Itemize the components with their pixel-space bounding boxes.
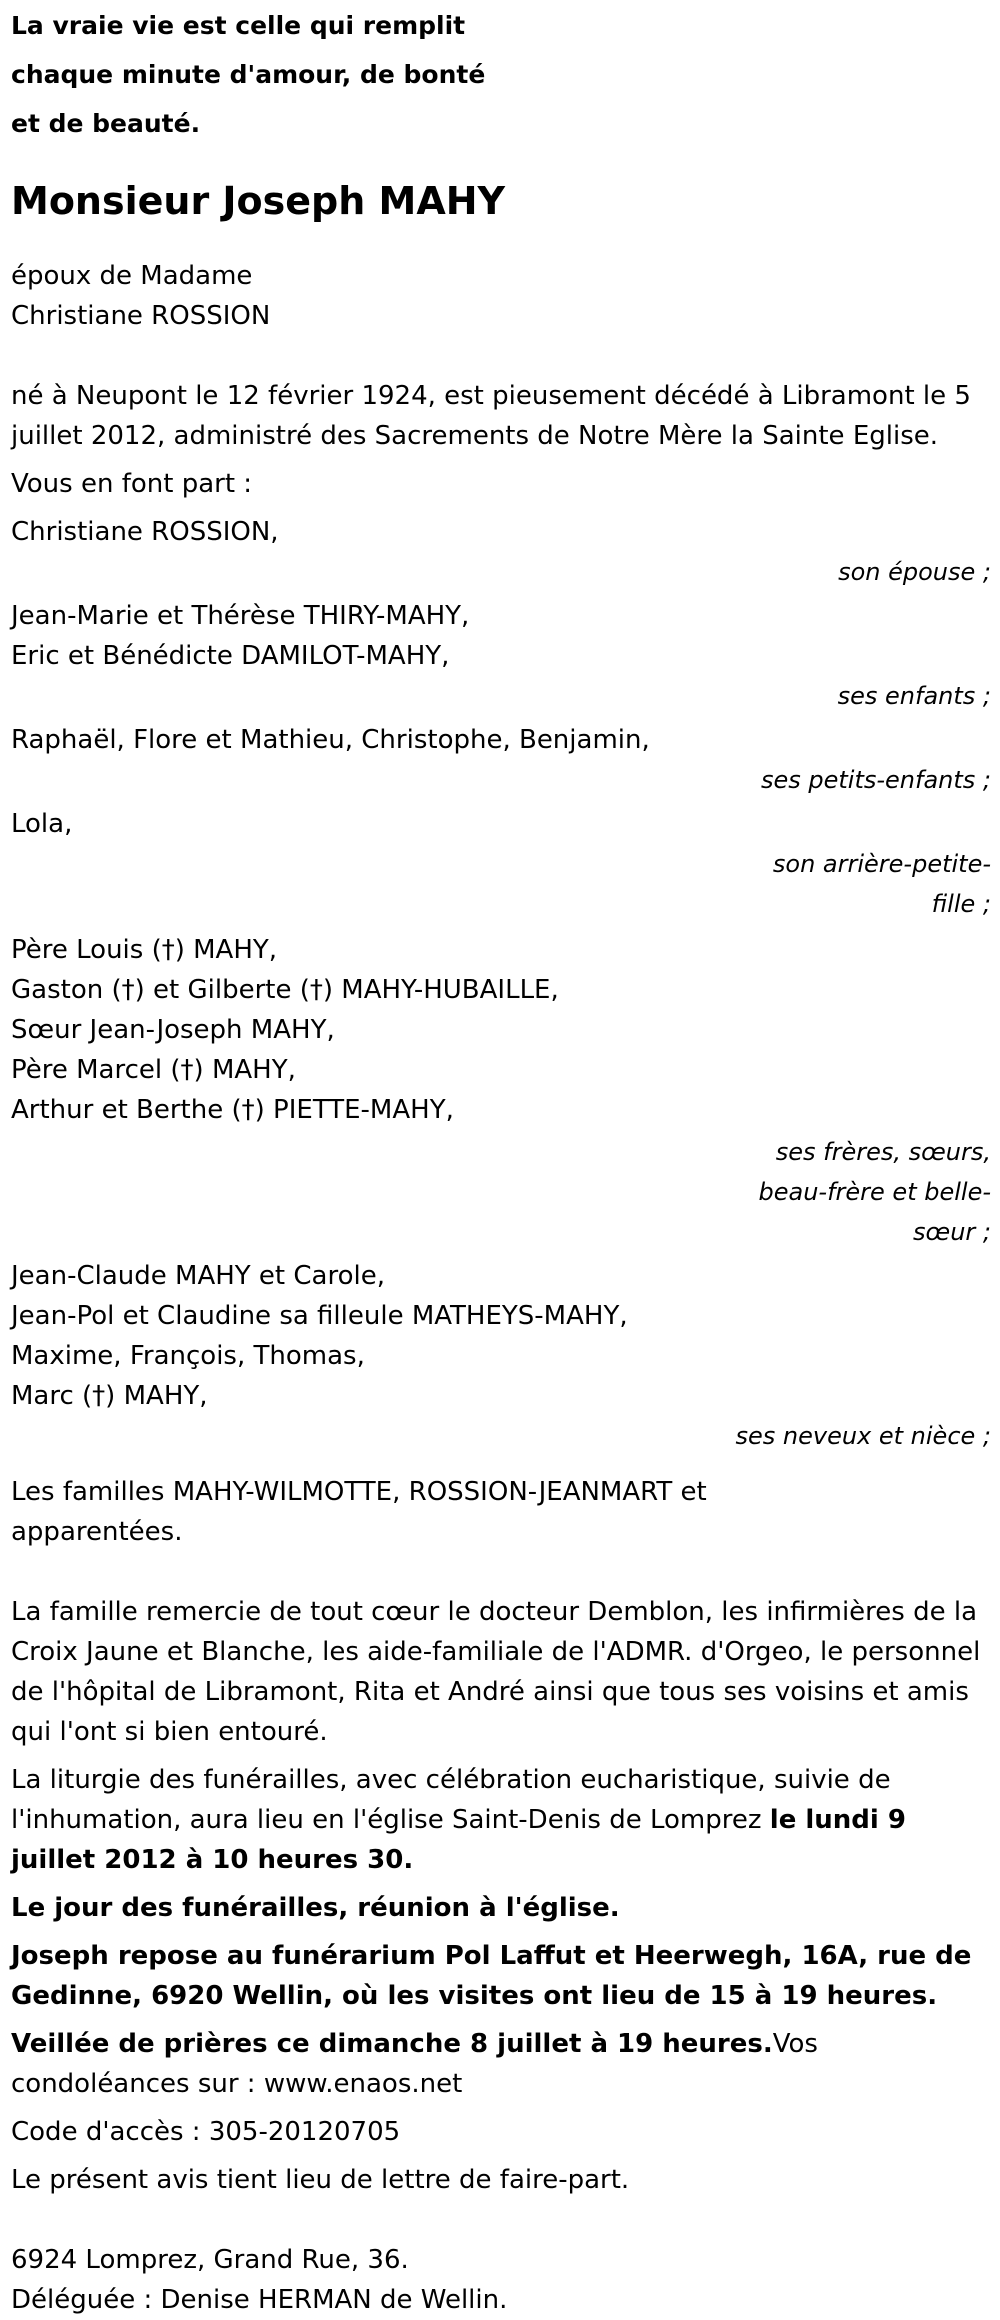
obituary-page: [11, 0, 991, 2320]
notice: Le présent avis tient lieu de lettre de faire-part.: [11, 2165, 630, 2195]
role-great-grandchild: son arrière-petite-fille ;: [772, 850, 991, 918]
family-member: Père Louis (†) MAHY,: [11, 935, 278, 965]
family-member: Jean-Claude MAHY et Carole,: [11, 1261, 385, 1291]
role-nephews: ses neveux et nièce ;: [735, 1422, 991, 1450]
access-code: Code d'accès : 305-20120705: [11, 2117, 401, 2147]
deceased-name: Monsieur Joseph MAHY: [11, 179, 506, 223]
role-children: ses enfants ;: [837, 682, 991, 710]
family-member: Gaston (†) et Gilberte (†) MAHY-HUBAILLE,: [11, 975, 559, 1005]
meeting: Le jour des funérailles, réunion à l'église.: [11, 1893, 620, 1923]
family-member: Sœur Jean-Joseph MAHY,: [11, 1015, 335, 1045]
spouse-line: époux de Madame: [11, 261, 253, 291]
role-grandchildren: ses petits-enfants ;: [760, 766, 991, 794]
family-member: Arthur et Berthe (†) PIETTE-MAHY,: [11, 1095, 454, 1125]
family-member: Jean-Pol et Claudine sa filleule MATHEYS-MAHY,: [11, 1301, 628, 1331]
role-siblings: ses frères, sœurs, beau-frère et belle-sœur ;: [758, 1138, 991, 1246]
vigil: [11, 2024, 991, 2104]
families: Les familles MAHY-WILMOTTE, ROSSION-JEANMART et apparentées.: [11, 1477, 707, 1547]
intro: Vous en font part :: [11, 469, 253, 499]
vigil-bold: Veillée de prières ce dimanche 8 juillet à 19 heures.: [11, 2029, 773, 2059]
liturgy-text: La liturgie des funérailles, avec célébration eucharistique, suivie de l'inhumation, aura lieu en l'église Saint-Denis de Lomprez: [11, 1765, 891, 1835]
family-member: Père Marcel (†) MAHY,: [11, 1055, 296, 1085]
funerarium: Joseph repose au funérarium Pol Laffut et Heerwegh, 16A, rue de Gedinne, 6920 Wellin, où les visites ont lieu de 15 à 19 heures.: [11, 1941, 972, 2011]
role-spouse: son épouse ;: [838, 558, 991, 586]
quote-line: chaque minute d'amour, de bonté: [11, 60, 486, 89]
liturgy: [11, 1760, 991, 1880]
delegate: Déléguée : Denise HERMAN de Wellin.: [11, 2285, 508, 2315]
quote-line: La vraie vie est celle qui remplit: [11, 11, 466, 40]
family-member: Marc (†) MAHY,: [11, 1381, 208, 1411]
family-member: Jean-Marie et Thérèse THIRY-MAHY,: [11, 601, 470, 631]
family-member: Raphaël, Flore et Mathieu, Christophe, Benjamin,: [11, 725, 650, 755]
liturgy-date: le lundi 9 juillet 2012 à 10 heures 30.: [11, 1805, 906, 1875]
thanks: La famille remercie de tout cœur le docteur Demblon, les infirmières de la Croix Jaune et Blanche, les aide-familiale de l'ADMR. d'Orgeo, le personnel de l'hôpital de Libramont, Rita et André ainsi que tous ses voisins et amis qui l'ont si bien entouré.: [11, 1597, 981, 1747]
quote-line: et de beauté.: [11, 109, 201, 138]
address: 6924 Lomprez, Grand Rue, 36.: [11, 2245, 409, 2275]
vigil-condolences: Vos condoléances sur : www.enaos.net: [11, 2029, 818, 2099]
spouse-block: [11, 256, 991, 336]
spouse-line: Christiane ROSSION: [11, 301, 271, 331]
family-member: Maxime, François, Thomas,: [11, 1341, 365, 1371]
birth-death: né à Neupont le 12 février 1924, est pieusement décédé à Libramont le 5 juillet 2012, administré des Sacrements de Notre Mère la Sainte Eglise.: [11, 381, 971, 451]
quote: [11, 1, 991, 148]
family-member: Eric et Bénédicte DAMILOT-MAHY,: [11, 641, 450, 671]
family-member: Lola,: [11, 809, 73, 839]
family-member: Christiane ROSSION,: [11, 517, 279, 547]
